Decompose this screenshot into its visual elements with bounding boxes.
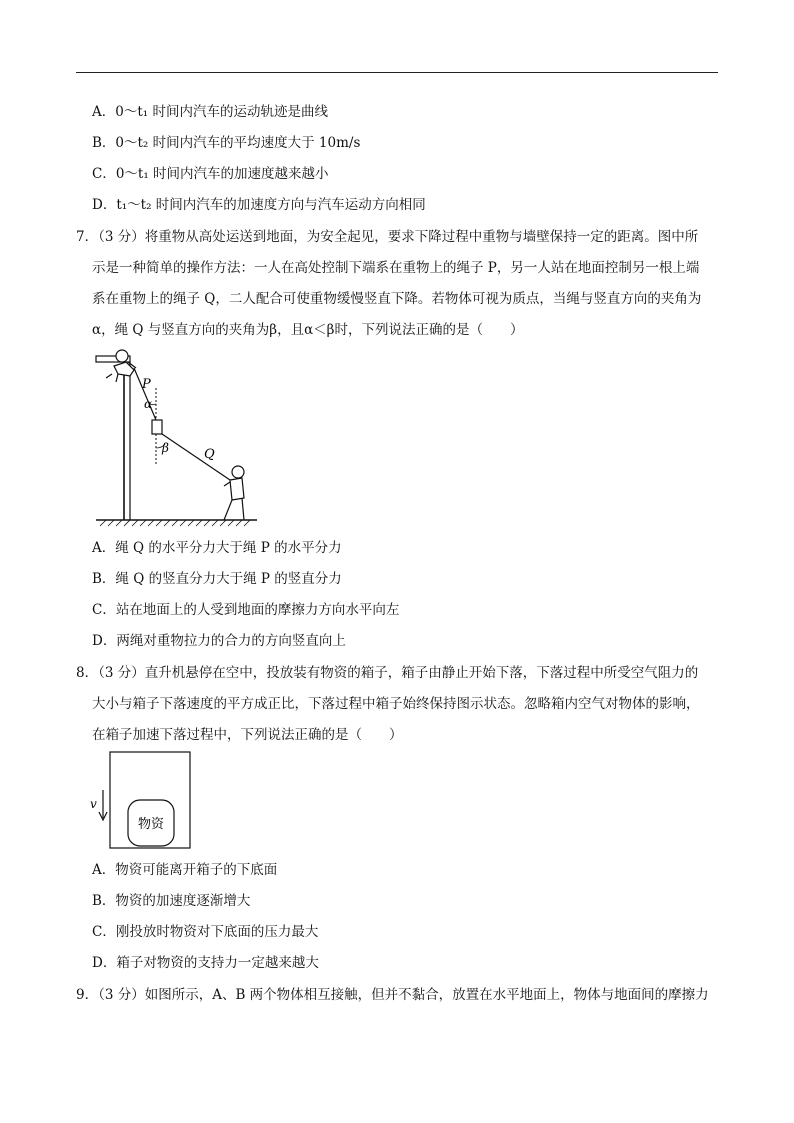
q7-option-b: B．绳 Q 的竖直分力大于绳 P 的竖直分力 — [92, 571, 342, 587]
weight-box — [152, 420, 162, 434]
label-p: P — [142, 377, 151, 392]
header-rule — [76, 72, 718, 73]
q8-stem-line-3: 在箱子加速下落过程中，下列说法正确的是（ ） — [92, 727, 403, 743]
rope-p — [134, 368, 156, 420]
q8-stem-line-1: 8．（3 分）直升机悬停在空中，投放装有物资的箱子，箱子由静止开始下落，下落过程中所受空气阻力的 — [76, 665, 699, 681]
q7-option-a: A．绳 Q 的水平分力大于绳 P 的水平分力 — [92, 540, 342, 556]
q9-stem-line-1: 9．（3 分）如图所示，A、B 两个物体相互接触，但并不黏合，放置在水平地面上，物体与地面间的摩擦力 — [76, 987, 709, 1003]
label-q: Q — [204, 447, 215, 462]
q6-option-c: C．0～t₁ 时间内汽车的加速度越来越小 — [92, 166, 329, 182]
q7-option-c: C．站在地面上的人受到地面的摩擦力方向水平向左 — [92, 602, 400, 618]
label-cargo: 物资 — [137, 817, 165, 832]
ground-person-icon — [224, 466, 244, 520]
q7-figure — [92, 348, 262, 528]
q7-stem-line-1: 7．（3 分）将重物从高处运送到地面，为安全起见，要求下降过程中重物与墙壁保持一定的距离。图中所 — [76, 229, 699, 245]
q6-option-d: D．t₁～t₂ 时间内汽车的加速度方向与汽车运动方向相同 — [92, 197, 426, 213]
upper-person-icon — [106, 350, 136, 382]
q7-stem-line-4: α，绳 Q 与竖直方向的夹角为β，且α＜β时，下列说法正确的是（ ） — [92, 322, 524, 338]
q7-stem-line-2: 示是一种简单的操作方法：一人在高处控制下端系在重物上的绳子 P，另一人站在地面控制另一根上端 — [92, 260, 700, 276]
label-alpha: α — [144, 397, 153, 411]
q8-option-d: D．箱子对物资的支持力一定越来越大 — [92, 955, 319, 971]
label-v: v — [90, 797, 97, 811]
q8-option-a: A．物资可能离开箱子的下底面 — [92, 862, 278, 878]
q7-stem-line-3: 系在重物上的绳子 Q，二人配合可使重物缓慢竖直下降。若物体可视为质点，当绳与竖直方向的夹角为 — [92, 291, 702, 307]
q6-option-b: B．0～t₂ 时间内汽车的平均速度大于 10m/s — [92, 135, 361, 151]
q7-option-d: D．两绳对重物拉力的合力的方向竖直向上 — [92, 633, 346, 649]
label-beta: β — [162, 441, 169, 455]
q8-option-b: B．物资的加速度逐渐增大 — [92, 893, 251, 909]
q6-option-a: A．0～t₁ 时间内汽车的运动轨迹是曲线 — [92, 104, 328, 120]
rope-q — [162, 434, 230, 480]
q8-stem-line-2: 大小与箱子下落速度的平方成正比，下落过程中箱子始终保持图示状态。忽略箱内空气对物体的影响， — [92, 696, 700, 712]
q8-figure — [88, 748, 198, 852]
q8-option-c: C．刚投放时物资对下底面的压力最大 — [92, 924, 319, 940]
